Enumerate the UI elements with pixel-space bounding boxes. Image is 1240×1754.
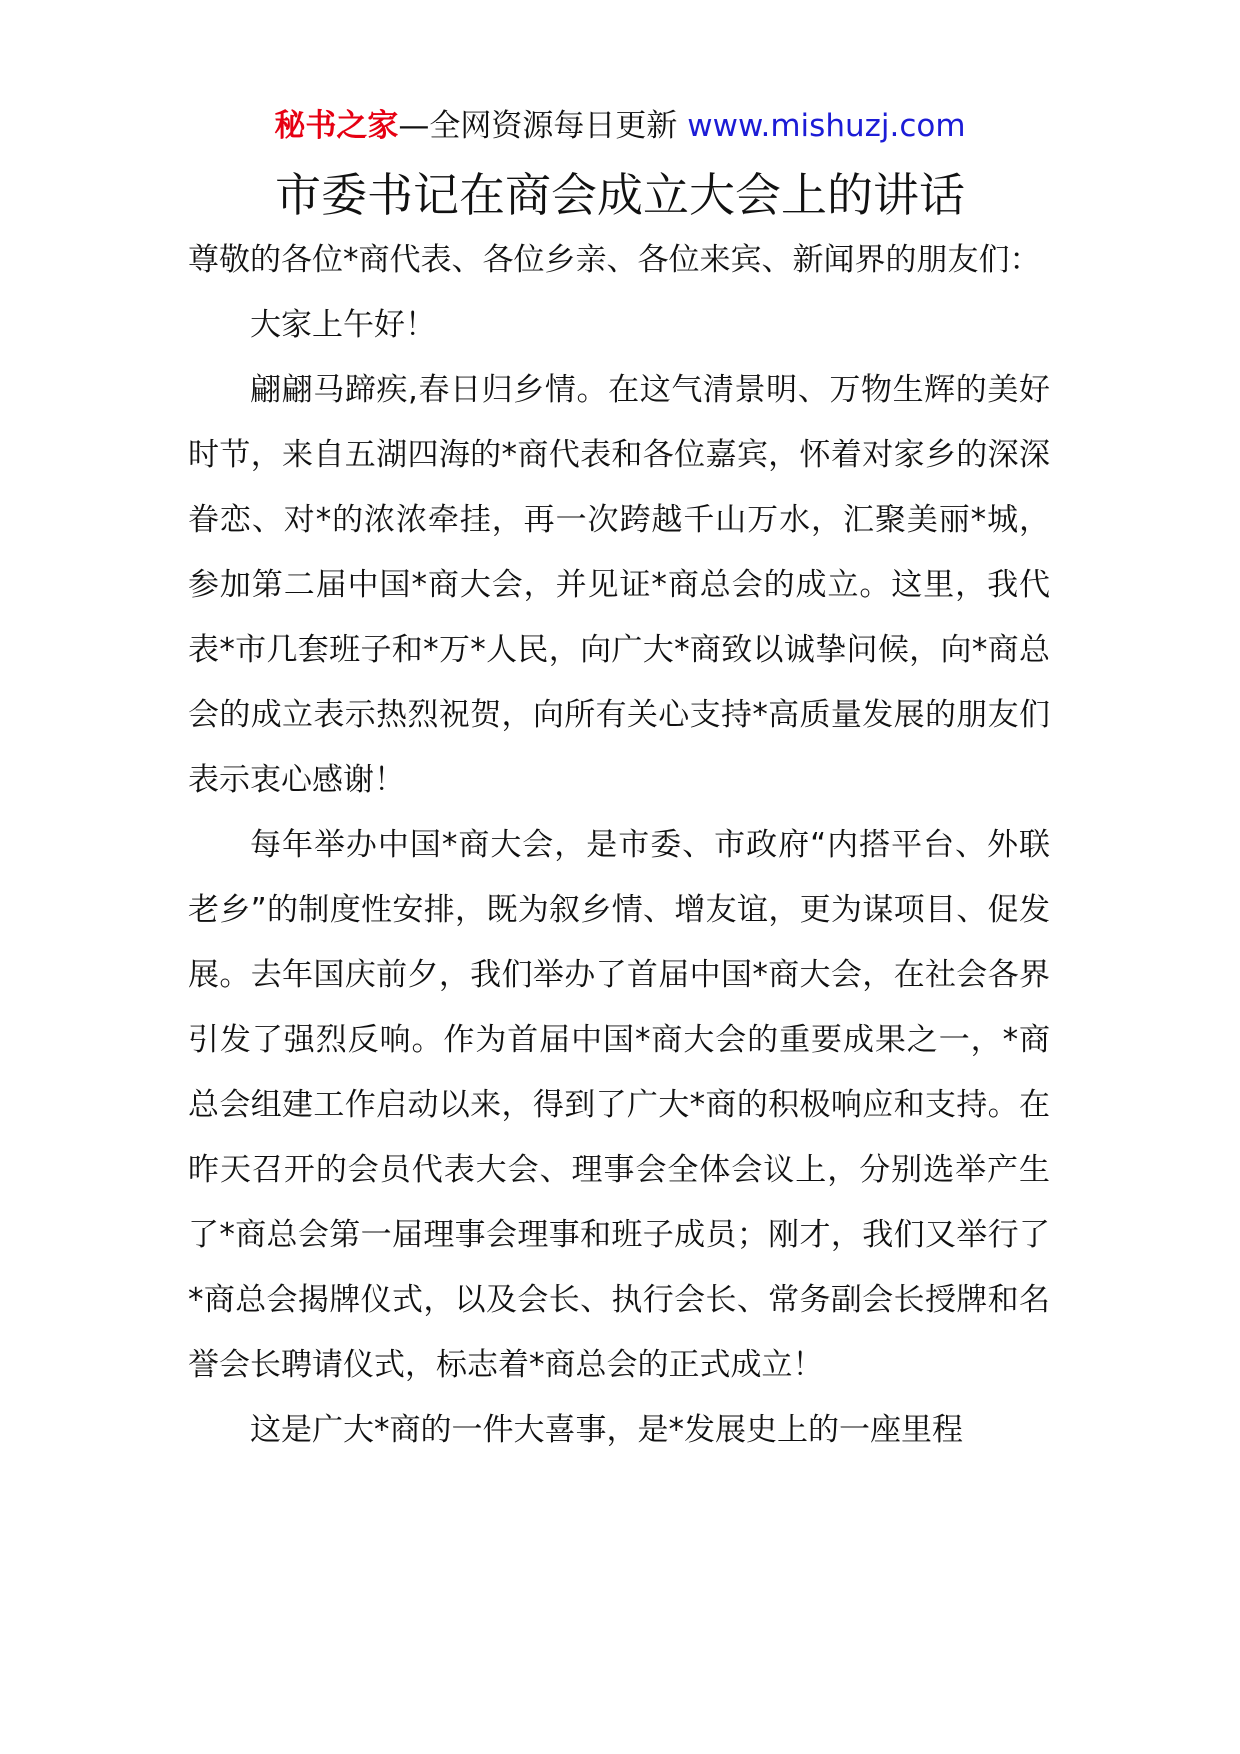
- greeting-paragraph: 大家上午好！: [250, 307, 436, 343]
- salutation-paragraph: 尊敬的各位*商代表、各位乡亲、各位来宾、新闻界的朋友们：: [188, 242, 1041, 278]
- document-body: [188, 228, 1050, 1463]
- document-title: 市委书记在商会成立大会上的讲话: [275, 168, 965, 222]
- body-paragraph: 翩翩马蹄疾,春日归乡情。在这气清景明、万物生辉的美好时节，来自五湖四海的*商代表和各位嘉宾，怀着对家乡的深深眷恋、对*的浓浓牵挂，再一次跨越千山万水，汇聚美丽*城，参加第二届中国*商大会，并见证*商总会的成立。这里，我代表*市几套班子和*万*人民，向广大*商致以诚挚问候，向*商总会的成立表示热烈祝贺，向所有关心支持*高质量发展的朋友们表示衷心感谢！: [188, 372, 1050, 798]
- site-tagline: —全网资源每日更新: [398, 108, 678, 144]
- body-paragraph: 每年举办中国*商大会，是市委、市政府“内搭平台、外联老乡”的制度性安排，既为叙乡情、增友谊，更为谋项目、促发展。去年国庆前夕，我们举办了首届中国*商大会，在社会各界引发了强烈反响。作为首届中国*商大会的重要成果之一，*商总会组建工作启动以来，得到了广大*商的积极响应和支持。在昨天召开的会员代表大会、理事会全体会议上，分别选举产生了*商总会第一届理事会理事和班子成员；刚才，我们又举行了*商总会揭牌仪式，以及会长、执行会长、常务副会长授牌和名誉会长聘请仪式，标志着*商总会的正式成立！: [188, 827, 1050, 1383]
- body-paragraph: 这是广大*商的一件大喜事，是*发展史上的一座里程: [250, 1412, 963, 1448]
- site-url-link[interactable]: www.mishuzj.com: [687, 108, 966, 144]
- site-banner: [0, 98, 1240, 154]
- site-brand: 秘书之家: [274, 108, 399, 144]
